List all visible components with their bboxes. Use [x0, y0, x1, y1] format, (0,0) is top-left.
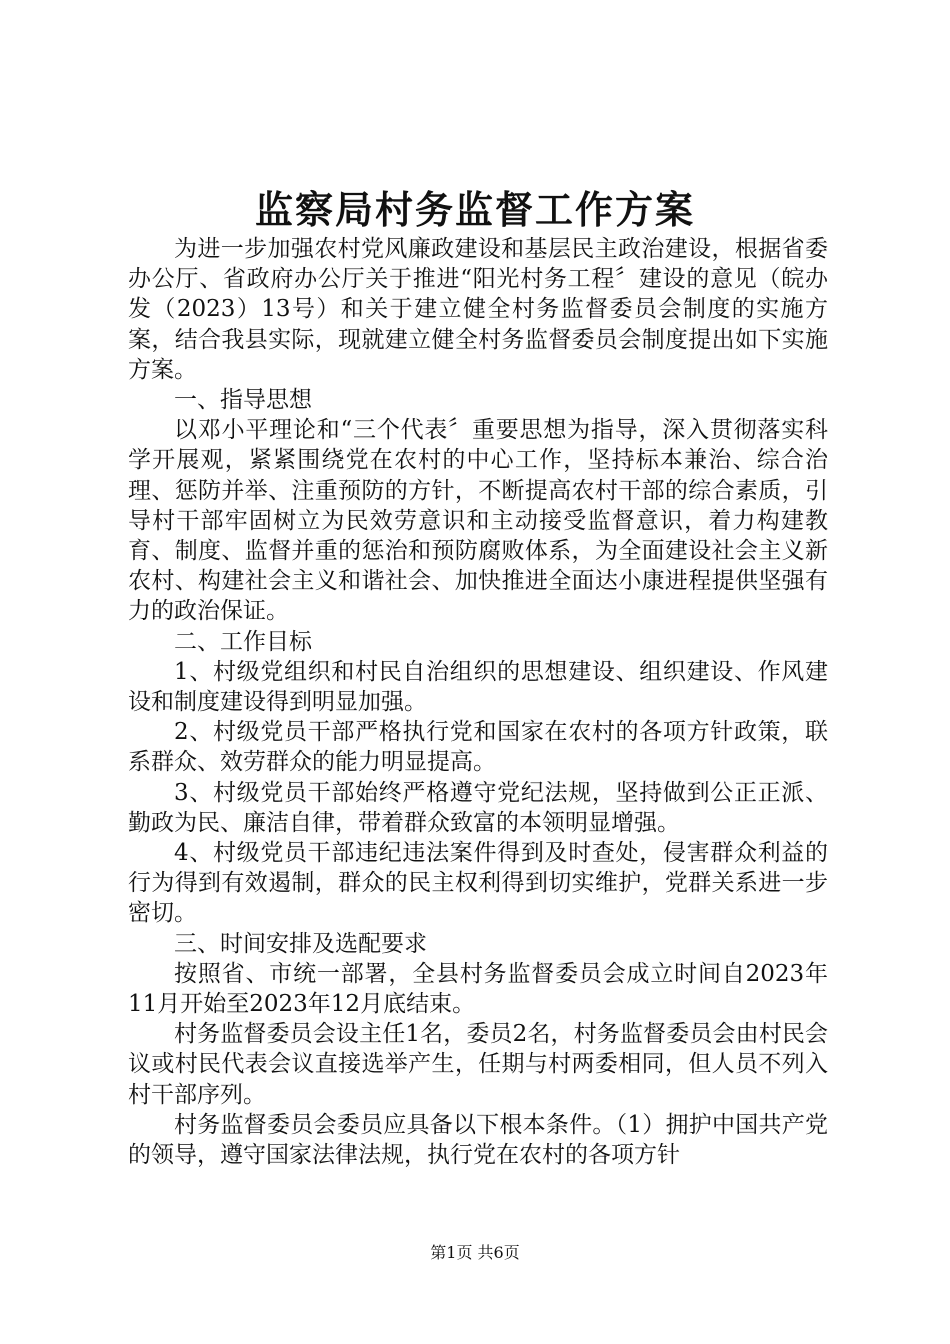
goal-item-4: 4、村级党员干部违纪违法案件得到及时查处，侵害群众利益的行为得到有效遏制，群众的民主权利得到切实维护，党群关系进一步密切。: [128, 840, 828, 927]
section-heading-work-goals: 二、工作目标: [174, 628, 312, 655]
paragraph-intro: 为进一步加强农村党风廉政建设和基层民主政治建设，根据省委办公厅、省政府办公厅关于推进“阳光村务工程〞建设的意见（皖办发（2023）13号）和关于建立健全村务监督委员会制度的实施方案，结合我县实际，现就建立健全村务监督委员会制度提出如下实施方案。: [128, 236, 828, 383]
section-heading-guiding-thought: 一、指导思想: [174, 387, 312, 414]
paragraph-committee-composition: 村务监督委员会设主任1名，委员2名，村务监督委员会由村民会议或村民代表会议直接选举产生，任期与村两委相同，但人员不列入村干部序列。: [128, 1021, 828, 1108]
goal-item-2: 2、村级党员干部严格执行党和国家在农村的各项方针政策，联系群众、效劳群众的能力明显提高。: [128, 719, 828, 776]
document-body: [128, 234, 828, 1170]
page-number-footer: 第1页 共6页: [430, 1243, 520, 1262]
paragraph-schedule: 按照省、市统一部署，全县村务监督委员会成立时间自2023年11月开始至2023年12月底结束。: [128, 960, 828, 1018]
goal-item-3: 3、村级党员干部始终严格遵守党纪法规，坚持做到公正正派、勤政为民、廉洁自律，带着群众致富的本领明显增强。: [128, 779, 828, 836]
section-heading-schedule: 三、时间安排及选配要求: [174, 930, 427, 957]
document-title: 监察局村务监督工作方案: [254, 187, 695, 232]
paragraph-member-conditions: 村务监督委员会委员应具备以下根本条件。（1）拥护中国共产党的领导，遵守国家法律法规，执行党在农村的各项方针: [128, 1111, 828, 1169]
paragraph-guiding-thought: 以邓小平理论和“三个代表〞重要思想为指导，深入贯彻落实科学开展观，紧紧围绕党在农村的中心工作，坚持标本兼治、综合治理、惩防并举、注重预防的方针，不断提高农村干部的综合素质，引导村干部牢固树立为民效劳意识和主动接受监督意识，着力构建教育、制度、监督并重的惩治和预防腐败体系，为全面建设社会主义新农村、构建社会主义和谐社会、加快推进全面达小康进程提供坚强有力的政治保证。: [128, 417, 828, 625]
goal-item-1: 1、村级党组织和村民自治组织的思想建设、组织建设、作风建设和制度建设得到明显加强。: [128, 658, 828, 716]
